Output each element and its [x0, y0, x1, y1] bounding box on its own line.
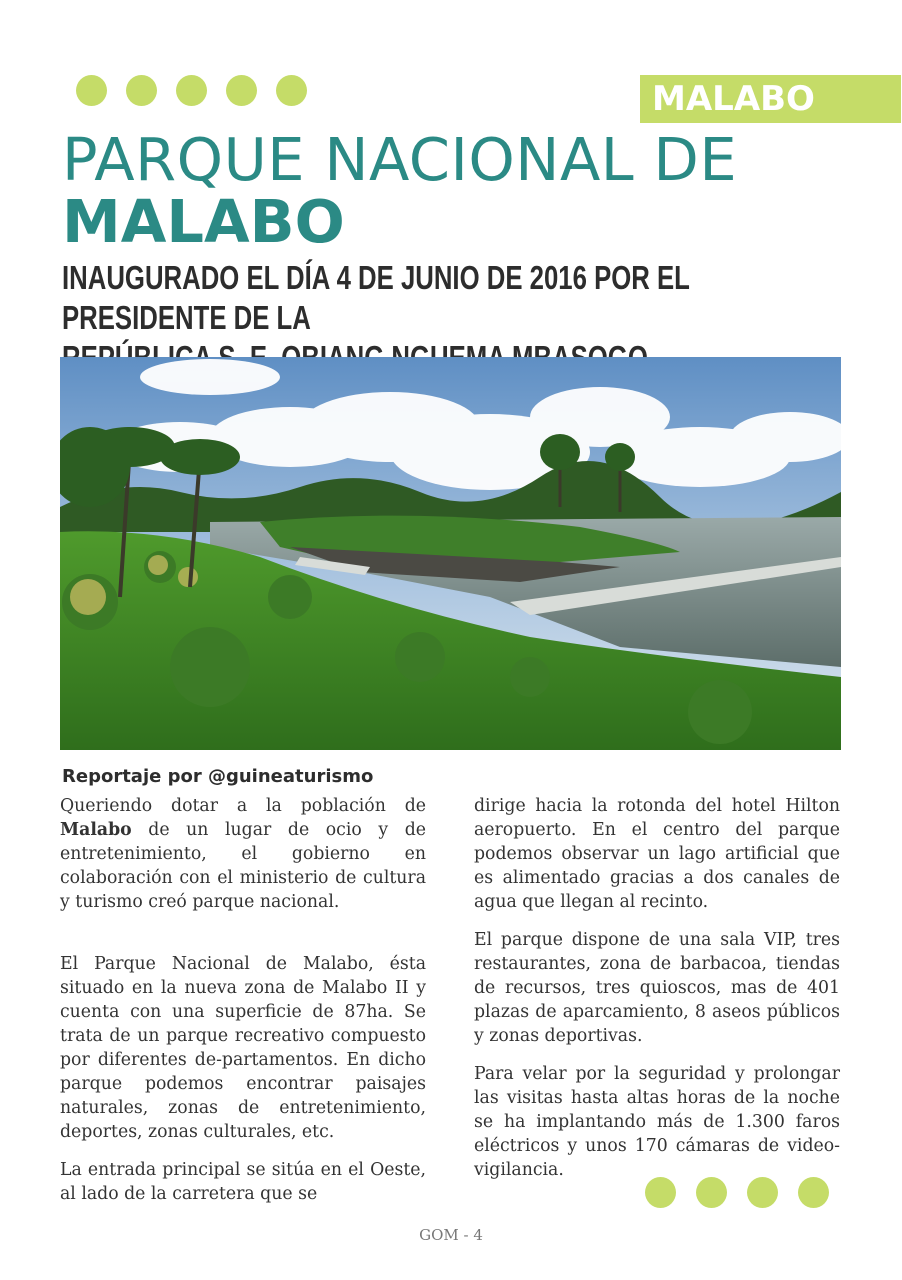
- decorative-dots-top: [76, 75, 307, 106]
- text-span: Queriendo dotar a la población de: [60, 796, 426, 816]
- article-paragraph: dirige hacia la rotonda del hotel Hilton aeropuerto. En el centro del parque podemos observar un lago artificial que es alimentado gracias a dos canales de agua que llegan al recinto.: [474, 796, 840, 912]
- page-title-line-2: MALABO: [62, 187, 345, 256]
- park-photo: [60, 357, 841, 750]
- page-number: GOM - 4: [419, 1226, 483, 1244]
- article-column-right: [474, 794, 840, 1196]
- article-column-left: [60, 794, 426, 1220]
- article-paragraph: La entrada principal se sitúa en el Oeste, al lado de la carretera que se: [60, 1160, 426, 1204]
- dot-icon: [798, 1177, 829, 1208]
- decorative-dots-bottom: [645, 1177, 829, 1208]
- article-paragraph: El parque dispone de una sala VIP, tres restaurantes, zona de barbacoa, tiendas de recursos, tres quioscos, mas de 401 plazas de aparcamiento, 8 aseos públicos y zonas deportivas.: [474, 930, 840, 1046]
- dot-icon: [76, 75, 107, 106]
- section-tag: MALABO: [640, 75, 901, 123]
- dot-icon: [696, 1177, 727, 1208]
- byline: Reportaje por @guineaturismo: [62, 766, 374, 787]
- article-paragraph: Para velar por la seguridad y prolongar las visitas hasta altas horas de la noche se ha implantando más de 1.300 faros eléctricos y unos 170 cámaras de video-vigilancia.: [474, 1064, 840, 1180]
- article-paragraph: El Parque Nacional de Malabo, ésta situado en la nueva zona de Malabo II y cuenta con una superficie de 87ha. Se trata de un parque recreativo compuesto por diferentes de-partamentos. En dicho parque podemos encontrar paisajes naturales, zonas de entretenimiento, deportes, zonas culturales, etc.: [60, 954, 426, 1142]
- dot-icon: [276, 75, 307, 106]
- dot-icon: [747, 1177, 778, 1208]
- dot-icon: [176, 75, 207, 106]
- text-span: de un lugar de ocio y de entretenimiento, el gobierno en colaboración con el ministerio de cultura y turismo creó parque nacional.: [60, 820, 426, 912]
- dot-icon: [645, 1177, 676, 1208]
- dot-icon: [126, 75, 157, 106]
- article-paragraph: [60, 794, 426, 914]
- subtitle-line-1: INAUGURADO EL DÍA 4 DE JUNIO DE 2016 POR EL PRESIDENTE DE LA: [62, 259, 690, 336]
- dot-icon: [226, 75, 257, 106]
- page-title-line-1: PARQUE NACIONAL DE: [62, 125, 738, 194]
- bold-text: Malabo: [60, 820, 132, 840]
